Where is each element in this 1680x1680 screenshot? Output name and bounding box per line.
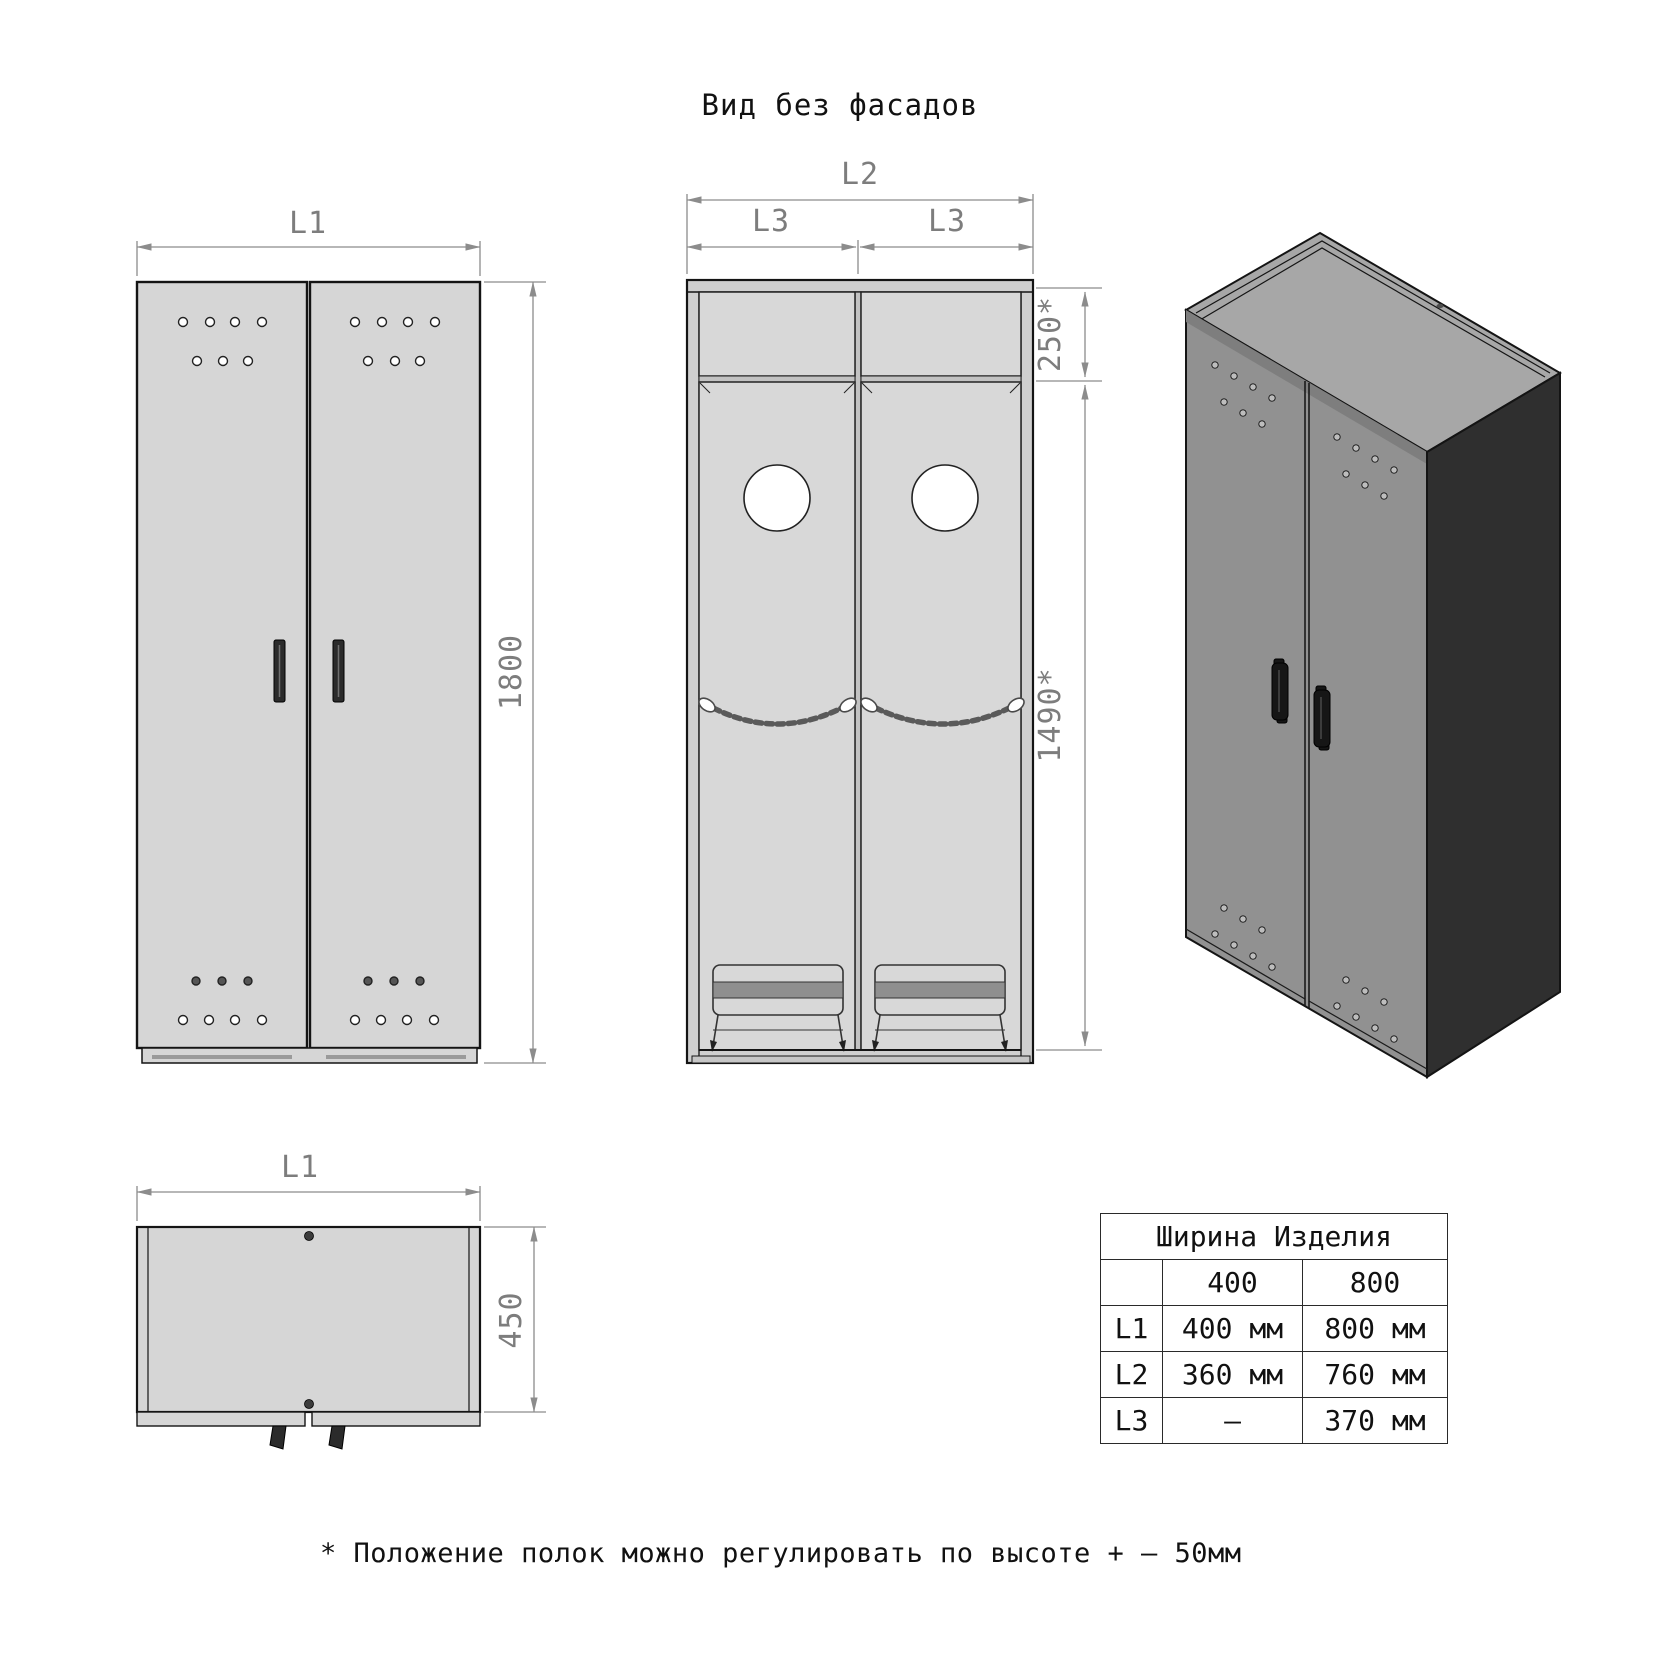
table-row: [1101, 1306, 1448, 1352]
row-value-800: 370 мм: [1303, 1398, 1448, 1444]
top-screw: [305, 1232, 314, 1241]
top-handle-tabs: [270, 1426, 345, 1449]
inner-top-compartment-left: [699, 292, 855, 376]
row-label: L1: [1101, 1306, 1163, 1352]
inner-main-section-label: 1490*: [1033, 667, 1068, 763]
size-table-corner-cell: [1101, 1260, 1163, 1306]
iso-top-screw: [1437, 304, 1444, 308]
size-table-title: Ширина Изделия: [1101, 1214, 1448, 1260]
table-row: [1101, 1352, 1448, 1398]
inner-left-section-label: L3: [751, 204, 791, 239]
front-height-label: 1800: [494, 633, 529, 711]
row-value-800: 760 мм: [1303, 1352, 1448, 1398]
top-screw: [305, 1400, 314, 1409]
row-value-400: 360 мм: [1163, 1352, 1303, 1398]
inner-center-divider: [855, 292, 861, 1050]
top-dim-width: [137, 1186, 480, 1221]
inner-top-section-label: 250*: [1033, 295, 1068, 373]
drawing-title: Вид без фасадов: [701, 88, 979, 122]
shelf-right: [861, 376, 1021, 382]
inner-right-section-label: L3: [927, 204, 967, 239]
inner-top-compartment-right: [861, 292, 1021, 376]
inner-view: [687, 157, 1102, 1063]
inner-width-label: L2: [840, 157, 880, 192]
front-plinth: [142, 1048, 477, 1063]
top-panel: [137, 1227, 480, 1412]
front-view: [137, 206, 546, 1063]
inner-plinth: [692, 1056, 1030, 1063]
front-width-label: L1: [288, 206, 328, 241]
vent-hole-left: [744, 465, 810, 531]
vent-hole-right: [912, 465, 978, 531]
isometric-view: [1186, 233, 1560, 1077]
size-table: [1100, 1213, 1448, 1444]
row-label: L2: [1101, 1352, 1163, 1398]
size-table-col-800: 800: [1303, 1260, 1448, 1306]
row-value-800: 800 мм: [1303, 1306, 1448, 1352]
inner-dim-l2: [687, 194, 1033, 274]
top-view: [137, 1150, 546, 1449]
row-value-400: 400 мм: [1163, 1306, 1303, 1352]
row-label: L3: [1101, 1398, 1163, 1444]
top-front-edge: [137, 1412, 480, 1426]
row-value-400: –: [1163, 1398, 1303, 1444]
footnote: * Положение полок можно регулировать по высоте + – 50мм: [320, 1538, 1242, 1569]
front-dim-width: [137, 241, 480, 276]
top-depth-label: 450: [494, 1291, 529, 1349]
table-row: [1101, 1398, 1448, 1444]
iso-side-face: [1427, 373, 1560, 1077]
top-width-label: L1: [280, 1150, 320, 1185]
size-table-col-400: 400: [1163, 1260, 1303, 1306]
shelf-left: [699, 376, 855, 382]
